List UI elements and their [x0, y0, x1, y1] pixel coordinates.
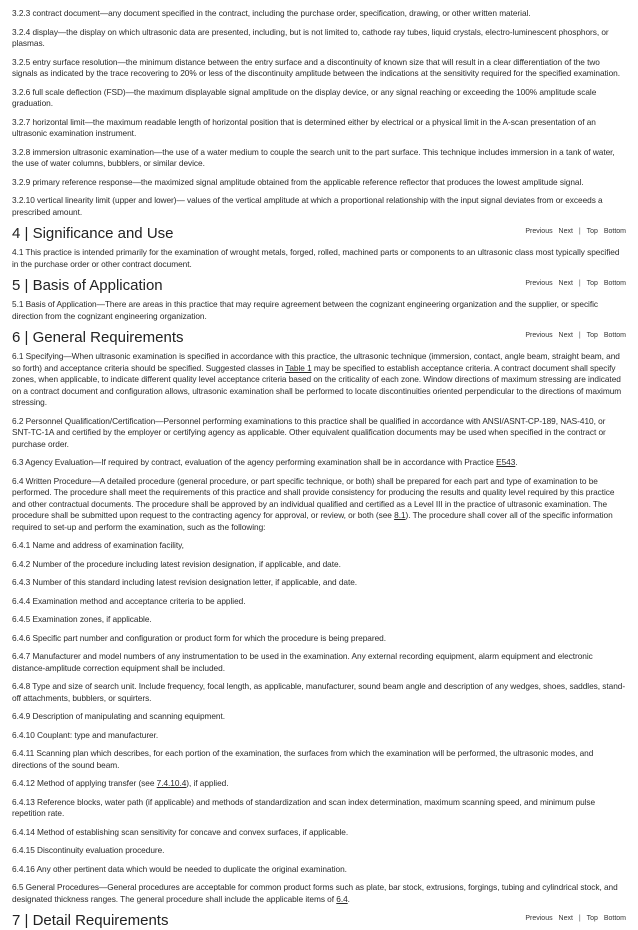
section-7-header	[12, 912, 626, 930]
list-item-6-4-12	[12, 778, 626, 790]
nav-separator: |	[578, 280, 581, 287]
definition-3-2-8: 3.2.8 immersion ultrasonic examination—the use of a water medium to couple the search unit to the part surface. This technique includes immersion in a tank of water, the use of water columns, bubblers, or similar device.	[12, 146, 615, 168]
nav-previous-link[interactable]: Previous	[525, 228, 553, 235]
definition-3-2-4: 3.2.4 display—the display on which ultrasonic data are presented, including, but is not limited to, cathode ray tubes, liquid crystals, electro-luminescent phosphors, or plasmas.	[12, 26, 609, 48]
nav-previous-link[interactable]: Previous	[525, 915, 553, 922]
paragraph-text: 6.1 Specifying—When ultrasonic examination is specified in accordance with this practice, the ultrasonic technique (immersion, contact, angle beam, straight beam, and so forth) and acceptance criteria should be specified. Suggested classes in	[12, 351, 620, 373]
nav-next-link[interactable]: Next	[558, 280, 573, 287]
section-6-4-link[interactable]: 6.4	[336, 893, 348, 904]
definition-3-2-5: 3.2.5 entry surface resolution—the minimum distance between the entry surface and a discontinuity of known size that will result in a clear differentiation of the two signals as indicated by the trace recovering to 20% or less of the discontinuity amplitude between the indications at the sensitivity required for the specified examination.	[12, 56, 620, 78]
list-item-6-4-5: 6.4.5 Examination zones, if applicable.	[12, 614, 152, 624]
e543-link[interactable]: E543	[496, 457, 516, 467]
section-nav	[525, 277, 626, 287]
paragraph-text: may be specified to establish acceptance criteria. A contract document shall specify zones, when applicable, to indicate different quality level acceptance criteria based on the criticality of each zone. Window directions of maximum stressing are indicated on a contract document and configuration allows, ultrasonic examination shall be performed to locate discontinuities oriented perpendicular to the directions of maximum stressing.	[12, 362, 622, 407]
nav-top-link[interactable]: Top	[586, 915, 598, 922]
list-item-6-4-4: 6.4.4 Examination method and acceptance criteria to be applied.	[12, 595, 246, 606]
section-5-title: 5 | Basis of Application	[12, 277, 163, 294]
definition-3-2-3: 3.2.3 contract document—any document specified in the contract, including the purchase order, specification, drawing, or other written material.	[12, 8, 531, 18]
list-item-6-4-1: 6.4.1 Name and address of examination facility,	[12, 540, 184, 550]
section-nav	[525, 912, 626, 922]
paragraph-6-3	[12, 457, 626, 469]
paragraph-6-4	[12, 476, 626, 534]
nav-next-link[interactable]: Next	[558, 332, 573, 339]
list-item-6-4-2: 6.4.2 Number of the procedure including latest revision designation, if applicable, and date.	[12, 558, 341, 569]
list-item-6-4-3: 6.4.3 Number of this standard including latest revision designation letter, if applicable, and date.	[12, 577, 358, 587]
nav-bottom-link[interactable]: Bottom	[603, 228, 626, 235]
definition-3-2-10: 3.2.10 vertical linearity limit (upper and lower)— values of the vertical amplitude at which a proportional relationship with the input signal deviates from or exceeds a prescribed amount.	[12, 195, 603, 217]
nav-separator: |	[578, 332, 581, 339]
nav-top-link[interactable]: Top	[586, 280, 598, 287]
list-item-6-4-11: 6.4.11 Scanning plan which describes, for each portion of the examination, the surfaces from which the examination will be performed, the ultrasonic modes, and directions of the sound beam.	[12, 748, 594, 770]
paragraph-text: 6.4.12 Method of applying transfer (see	[12, 778, 157, 788]
section-nav	[525, 225, 626, 235]
definition-3-2-9: 3.2.9 primary reference response—the maximized signal amplitude obtained from the applicable reference reflector that produces the lowest amplitude signal.	[12, 176, 584, 187]
section-6-header	[12, 329, 626, 347]
list-item-6-4-15: 6.4.15 Discontinuity evaluation procedure.	[12, 845, 165, 855]
section-4-header	[12, 225, 626, 243]
list-item-6-4-6: 6.4.6 Specific part number and configuration or product form for which the procedure is being prepared.	[12, 632, 386, 643]
list-item-6-4-7: 6.4.7 Manufacturer and model numbers of any instrumentation to be used in the examination. Any external recording equipment, alarm equipment and electronic distance-amplitude correction equipment shall be included.	[12, 651, 593, 673]
nav-next-link[interactable]: Next	[558, 915, 573, 922]
paragraph-4-1: 4.1 This practice is intended primarily for the examination of wrought metals, forged, rolled, machined parts or components to an ultrasonic class most typically specified in the purchase order or other contract document.	[12, 247, 620, 269]
paragraph-text: .	[347, 893, 350, 904]
nav-previous-link[interactable]: Previous	[525, 332, 553, 339]
section-5-header	[12, 277, 626, 295]
nav-previous-link[interactable]: Previous	[525, 280, 553, 287]
nav-top-link[interactable]: Top	[586, 332, 598, 339]
definition-3-2-7: 3.2.7 horizontal limit—the maximum readable length of horizontal position that is determined either by electrical or a physical limit in the A-scan presentation of an ultrasonic examination instrument.	[12, 116, 596, 138]
nav-separator: |	[578, 228, 581, 235]
section-nav	[525, 329, 626, 339]
paragraph-text: ). The procedure shall cover all of the specific information required to set-up and perform the examination, such as the following:	[12, 510, 613, 532]
list-item-6-4-14: 6.4.14 Method of establishing scan sensitivity for concave and convex surfaces, if applicable.	[12, 826, 349, 837]
list-item-6-4-10: 6.4.10 Couplant: type and manufacturer.	[12, 729, 159, 740]
nav-separator: |	[578, 915, 581, 922]
section-8-1-link[interactable]: 8.1	[394, 510, 406, 520]
definition-3-2-6: 3.2.6 full scale deflection (FSD)—the maximum displayable signal amplitude on the display device, or any signal reaching or exceeding the 100% amplitude scale graduation.	[12, 86, 597, 108]
paragraph-text: .	[515, 457, 518, 467]
paragraph-text: ), if applied.	[186, 778, 229, 788]
list-item-6-4-9: 6.4.9 Description of manipulating and scanning equipment.	[12, 711, 226, 721]
paragraph-text: 6.4 Written Procedure—A detailed procedure (general procedure, or part specific technique, or both) shall be prepared for each part and type of examination to be performed. The procedure shall meet the requirements of this practice and shall provide consistency for producing the results and quality level required by this practice and other contractual documents. The procedure shall be approved by an individual qualified and certified as a Level III in the practice of ultrasonic examination. The procedure shall be submitted upon request to the contracting agency for approval, or review, or both (see	[12, 475, 615, 520]
nav-next-link[interactable]: Next	[558, 228, 573, 235]
paragraph-text: 6.3 Agency Evaluation—If required by contract, evaluation of the agency performing examination shall be in accordance with Practice	[12, 457, 497, 467]
list-item-6-4-13: 6.4.13 Reference blocks, water path (if applicable) and methods of standardization and scan index determination, maximum scanning speed, and minimum pulse repetition rate.	[12, 796, 596, 818]
section-6-title: 6 | General Requirements	[12, 329, 184, 346]
paragraph-5-1: 5.1 Basis of Application—There are areas in this practice that may require agreement between the cognizant engineering organization and the supplier, or specific direction from the cognizant engineering organization.	[12, 299, 598, 321]
section-4-title: 4 | Significance and Use	[12, 225, 174, 242]
section-7-4-10-4-link[interactable]: 7.4.10.4	[156, 778, 187, 788]
paragraph-6-5	[12, 882, 626, 905]
nav-top-link[interactable]: Top	[586, 228, 598, 235]
list-item-6-4-8: 6.4.8 Type and size of search unit. Include frequency, focal length, as applicable, manufacturer, sound beam angle and description of any wedges, shoes, saddles, stand-off attachments, bubblers, or squirters.	[12, 681, 626, 703]
section-7-title: 7 | Detail Requirements	[12, 912, 169, 929]
paragraph-6-1	[12, 351, 626, 409]
table-1-link[interactable]: Table 1	[285, 362, 312, 373]
nav-bottom-link[interactable]: Bottom	[603, 915, 626, 922]
nav-bottom-link[interactable]: Bottom	[603, 280, 626, 287]
paragraph-6-2: 6.2 Personnel Qualification/Certification—Personnel performing examinations to this practice shall be qualified in accordance with ANSI/ASNT-CP-189, NAS-410, or SNT-TC-1A and certified by the employer or certifying agency as applicable. Other equivalent qualification documents may be used when specified in the contract or purchase order.	[12, 415, 606, 449]
nav-bottom-link[interactable]: Bottom	[603, 332, 626, 339]
paragraph-text: 6.5 General Procedures—General procedures are acceptable for common product forms such as plate, bar stock, extrusions, forgings, tubing and cylindrical stock, and designated thickness ranges. The general procedure shall include the applicable items of	[12, 882, 618, 904]
list-item-6-4-16: 6.4.16 Any other pertinent data which would be needed to duplicate the original examination.	[12, 863, 347, 874]
